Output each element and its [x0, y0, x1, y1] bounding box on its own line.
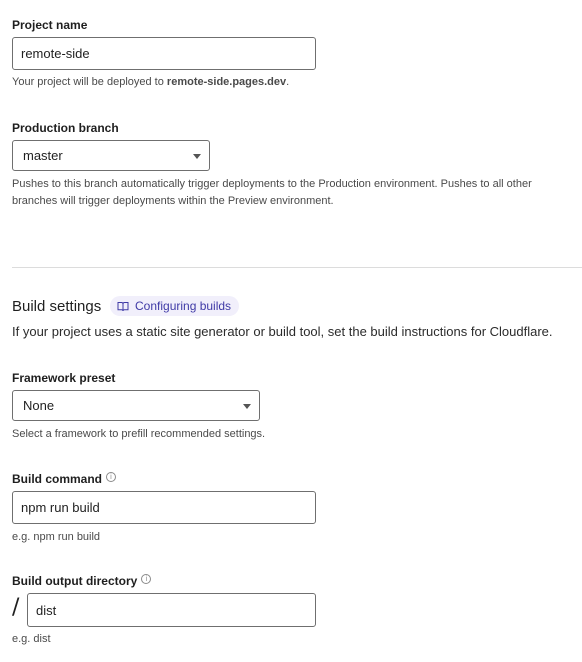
project-name-value: remote-side	[21, 46, 90, 61]
chevron-down-icon	[193, 154, 201, 159]
production-branch-value: master	[23, 148, 63, 163]
framework-preset-value: None	[23, 398, 55, 413]
build-output-value: dist	[36, 602, 57, 618]
project-help-suffix: .	[286, 76, 290, 88]
path-prefix-slash: /	[12, 595, 20, 620]
production-branch-help: Pushes to this branch automatically trigger deployments to the Production environment. Pushes to all other branches will trigger deployments within the Preview environment.	[12, 178, 532, 207]
framework-preset-help: Select a framework to prefill recommended settings.	[12, 428, 266, 440]
build-settings-description: If your project uses a static site generator or build tool, set the build instructions for Cloudflare.	[12, 324, 553, 339]
project-name-label: Project name	[12, 18, 88, 32]
build-output-input[interactable]	[27, 593, 316, 627]
production-branch-label: Production branch	[12, 121, 119, 135]
project-help-prefix: Your project will be deployed to	[12, 76, 167, 88]
build-command-label-text: Build command	[12, 472, 103, 486]
build-command-value: npm run build	[21, 500, 100, 515]
build-command-help: e.g. npm run build	[12, 531, 101, 543]
chevron-down-icon	[243, 404, 251, 409]
build-settings-title: Build settings	[12, 298, 102, 315]
configuring-builds-label: Configuring builds	[135, 299, 232, 313]
info-icon[interactable]: i	[141, 574, 151, 584]
production-branch-select[interactable]	[12, 140, 210, 171]
project-name-help	[12, 74, 289, 91]
build-output-label	[12, 574, 151, 588]
build-command-input[interactable]	[12, 491, 316, 524]
project-name-input[interactable]	[12, 37, 316, 70]
book-icon	[117, 301, 129, 312]
framework-preset-label: Framework preset	[12, 371, 116, 385]
build-command-label	[12, 472, 116, 486]
info-icon[interactable]: i	[106, 472, 116, 482]
framework-preset-select[interactable]	[12, 390, 260, 421]
build-output-help: e.g. dist	[12, 633, 51, 645]
build-output-label-text: Build output directory	[12, 574, 138, 588]
deploy-domain: remote-side.pages.dev	[166, 76, 287, 88]
configuring-builds-link[interactable]	[110, 296, 239, 316]
section-divider	[12, 267, 582, 268]
